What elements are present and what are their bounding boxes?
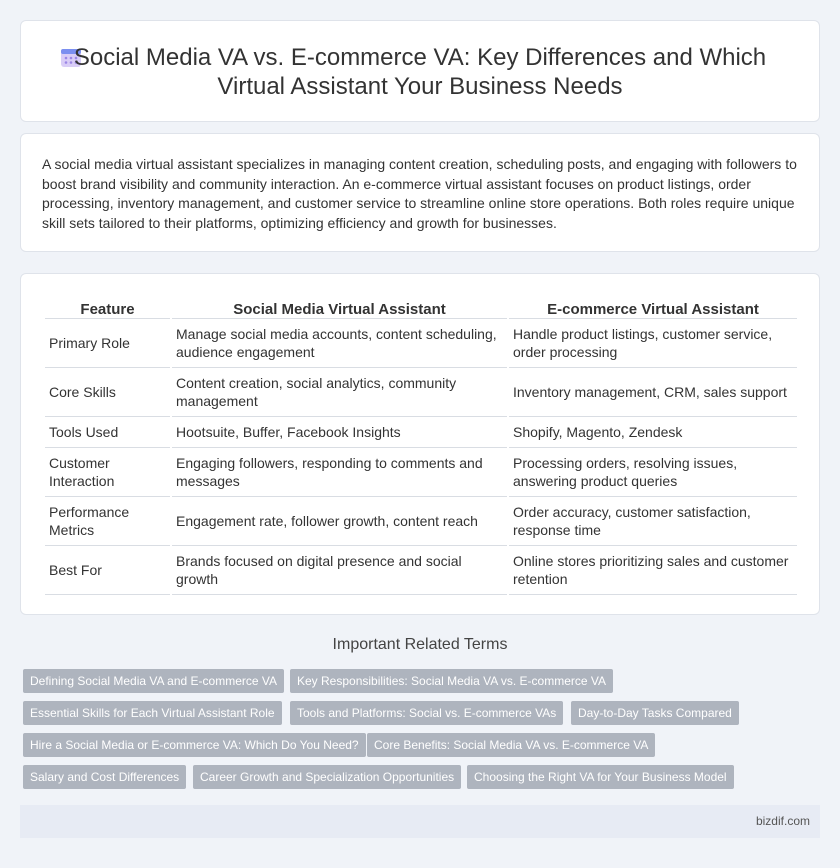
table-row [45, 319, 797, 368]
table-cell-social: Engagement rate, follower growth, content reach [172, 497, 507, 546]
related-term-tag[interactable]: Defining Social Media VA and E-commerce VA [23, 669, 284, 693]
table-cell-ecommerce: Online stores prioritizing sales and customer retention [509, 546, 797, 595]
table-cell-feature: Core Skills [45, 368, 170, 417]
page-title [21, 43, 819, 101]
table-cell-feature: Tools Used [45, 417, 170, 448]
table-row [45, 546, 797, 595]
table-cell-social: Brands focused on digital presence and social growth [172, 546, 507, 595]
related-term-tag[interactable]: Career Growth and Specialization Opportunities [193, 765, 461, 789]
table-row [45, 417, 797, 448]
table-header-social-media: Social Media Virtual Assistant [172, 296, 507, 319]
page-title-line-1: Social Media VA vs. E-commerce VA: Key Differences and Which [73, 44, 767, 71]
table-cell-social: Hootsuite, Buffer, Facebook Insights [172, 417, 507, 448]
table-cell-ecommerce: Handle product listings, customer service, order processing [509, 319, 797, 368]
table-cell-feature: Performance Metrics [45, 497, 170, 546]
related-term-tag[interactable]: Tools and Platforms: Social vs. E-commerce VAs [290, 701, 563, 725]
table-row [45, 497, 797, 546]
page-title-line-2: Virtual Assistant Your Business Needs [217, 73, 623, 100]
table-cell-ecommerce: Inventory management, CRM, sales support [509, 368, 797, 417]
table-cell-feature: Customer Interaction [45, 448, 170, 497]
table-cell-feature: Best For [45, 546, 170, 595]
title-card [20, 20, 820, 122]
related-term-tag[interactable]: Essential Skills for Each Virtual Assistant Role [23, 701, 282, 725]
related-term-tag[interactable]: Key Responsibilities: Social Media VA vs. E-commerce VA [290, 669, 613, 693]
related-term-tag[interactable]: Day-to-Day Tasks Compared [571, 701, 739, 725]
footer-site-name[interactable]: bizdif.com [755, 814, 810, 828]
related-terms-title: Important Related Terms [332, 636, 508, 653]
table-header-feature: Feature [45, 296, 170, 319]
intro-paragraph: A social media virtual assistant specializes in managing content creation, scheduling posts, and engaging with followers to boost brand visibility and community interaction. An e-commerce virtual assistant focuses on product listings, order processing, inventory management, and customer service to streamline online store operations. Both roles require unique skill sets tailored to their platforms, optimizing efficiency and growth for businesses. [42, 156, 797, 231]
table-cell-social: Engaging followers, responding to comments and messages [172, 448, 507, 497]
table-cell-feature: Primary Role [45, 319, 170, 368]
intro-card [20, 133, 820, 252]
table-cell-ecommerce: Order accuracy, customer satisfaction, response time [509, 497, 797, 546]
table-cell-social: Content creation, social analytics, community management [172, 368, 507, 417]
table-cell-ecommerce: Processing orders, resolving issues, answering product queries [509, 448, 797, 497]
table-cell-ecommerce: Shopify, Magento, Zendesk [509, 417, 797, 448]
table-cell-social: Manage social media accounts, content scheduling, audience engagement [172, 319, 507, 368]
related-term-tag[interactable]: Hire a Social Media or E-commerce VA: Which Do You Need? [23, 733, 366, 757]
related-term-tag[interactable]: Core Benefits: Social Media VA vs. E-commerce VA [367, 733, 655, 757]
footer [20, 805, 820, 838]
comparison-table-card [20, 273, 820, 615]
related-term-tag[interactable]: Salary and Cost Differences [23, 765, 186, 789]
table-row [45, 448, 797, 497]
related-term-tag[interactable]: Choosing the Right VA for Your Business Model [467, 765, 734, 789]
comparison-table [43, 296, 799, 595]
table-row [45, 368, 797, 417]
table-header-ecommerce: E-commerce Virtual Assistant [509, 296, 797, 319]
